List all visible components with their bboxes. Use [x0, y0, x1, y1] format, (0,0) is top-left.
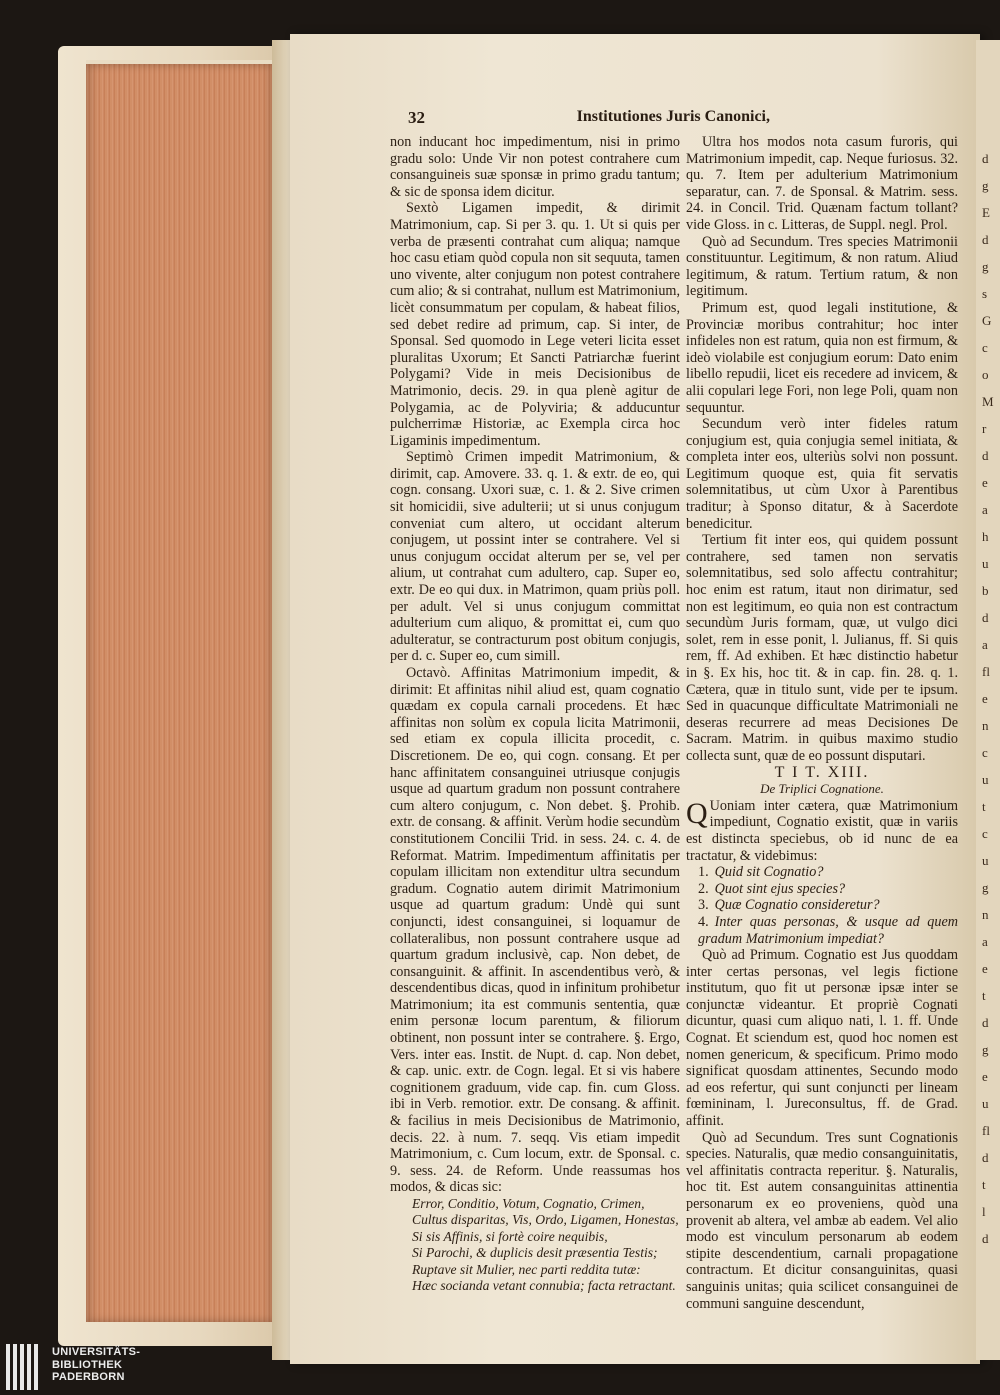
- page-number: 32: [408, 108, 425, 127]
- facing-page-fragment: o: [982, 367, 989, 382]
- facing-page-fragment: r: [982, 421, 987, 436]
- library-logo: [0, 1336, 140, 1394]
- facing-page-fragment: e: [982, 961, 988, 976]
- facing-page-fragment: g: [982, 1042, 989, 1057]
- facing-page-fragment: l: [982, 1204, 986, 1219]
- facing-page-fragment: d: [982, 610, 989, 625]
- facing-page-fragment: fl: [982, 664, 990, 679]
- facing-page-fragment: d: [982, 1231, 989, 1246]
- facing-page-fragment: n: [982, 907, 989, 922]
- paragraph-text: Uoniam inter cætera, quæ Matrimonium impediunt, Cognatio existit, quæ in variis est distincta speciebus, ob id nunc de ea tractatur, & videbimus:: [686, 797, 958, 864]
- paragraph: Quò ad Secundum. Tres species Matrimonii constituuntur. Legitimum, & non ratum. Aliud legitimum, & ratum. Tertium ratum, & non legitimum.: [686, 233, 958, 300]
- facing-page-fragment: g: [982, 178, 989, 193]
- facing-page-fragment: E: [982, 205, 990, 220]
- facing-page-fragment: u: [982, 853, 989, 868]
- paragraph: Primum est, quod legali institutione, & Provinciæ moribus contrahitur; hoc inter infideles non est ratum, quia non est firmum, & ideò violabile est conjugium eorum: Dato enim libello repudii, licet eis recedere ad invicem, & alii copulari lege Fori, non lege Poli, quam non sequuntur.: [686, 299, 958, 416]
- paragraph: Quò ad Primum. Cognatio est Jus quoddam inter certas personas, vel legis fictione institutum, quo fit ut personæ ipsæ inter se conjunctæ videantur. Et propriè Cognati dicuntur, quasi cum aliquo nati, l. 1. ff. Unde Cognat. Et sciendum est, quod hoc nomen est nomen genericum, & specificum. Primo modo significat quosdam attinentes, Secundo modo ad eos refertur, qui sunt conjuncti per lineam fœmininam, l. Jureconsultus, ff. de Grad. affinit.: [686, 947, 958, 1130]
- verse-line: Si sis Affinis, si fortè coire nequibis,: [412, 1228, 608, 1244]
- facing-page-fragment: s: [982, 286, 988, 301]
- facing-page-fragment: t: [982, 799, 986, 814]
- verse-line: Si Parochi, & duplicis desit præsentia Testis;: [412, 1245, 658, 1261]
- paragraph: non inducant hoc impedimentum, nisi in primo gradu solo: Unde Vir non potest contrahere cum consanguineis suæ sponsæ in primo gradu tantum; & sic de sponsa idem dicitur.: [390, 134, 680, 200]
- running-title: Institutiones Juris Canonici,: [576, 108, 770, 125]
- drop-cap: Q: [686, 796, 708, 830]
- facing-page-fragment: d: [982, 151, 989, 166]
- facing-page-fragment: g: [982, 259, 989, 274]
- section-title: T I T. XIII.: [774, 763, 870, 781]
- facing-page-fragment: c: [982, 826, 988, 841]
- facing-page-fragment: d: [982, 1150, 989, 1165]
- facing-page-fragment: b: [982, 583, 989, 598]
- facing-page-fragment: t: [982, 1177, 986, 1192]
- text-column-right: [686, 134, 958, 1312]
- verse-line: Hæc socianda vetant connubia; facta retractant.: [412, 1278, 676, 1294]
- question-item: 4. Inter quas personas, & usque ad quem gradum Matrimonium impediat?: [698, 913, 958, 947]
- paragraph: Ultra hos modos nota casum furoris, qui Matrimonium impedit, cap. Neque furiosus. 32. qu. 7. Item per adulterium Matrimonium separatur, can. 7. de Sponsal. & Matrim. sess. 24. in Concil. Trid. Quænam factum tollant? vide Gloss. in c. Litteras, de Suppl. negl. Prol.: [686, 134, 958, 233]
- facing-page-fragment: c: [982, 745, 988, 760]
- text-column-left: [390, 134, 680, 1294]
- verse-line: Cultus disparitas, Vis, Ordo, Ligamen, Honestas,: [412, 1212, 679, 1228]
- logo-mark-icon: [6, 1344, 41, 1395]
- logo-text: UNIVERSITÄTS- BIBLIOTHEK PADERBORN: [52, 1346, 141, 1383]
- facing-page-fragment: e: [982, 691, 988, 706]
- facing-page-fragment: M: [982, 394, 994, 409]
- paragraph: [686, 798, 958, 864]
- facing-page-fragment: a: [982, 934, 988, 949]
- paragraph: Tertium fit inter eos, qui quidem possunt contrahere, sed tamen non servatis solemnitatibus, sed solo affectu contrahitur; hoc enim est ratum, itaut non dirimatur, sed non est legitimum, eo quia non est contractum secundùm Juris formam, quæ, ut vulgo dici solet, rem in esse ponit, l. Julianus, ff. Si quis rem, ff. Ad exhiben. Et hæc distinctio habetur in §. Ex his, hoc tit. & in cap. fin. 28. q. 1. Cætera, quæ in titulo sunt, vide per te ipsum. Sed in quacunque difficultate Matrimoniali ne deseras recurrere ad meas Decisiones De Sacram. Matrim. in quibus maximo studio collecta sunt, quæ de eo possunt disputari.: [686, 532, 958, 764]
- facing-page-fragment: a: [982, 502, 988, 517]
- facing-page-fragment: g: [982, 880, 989, 895]
- paragraph: Septimò Crimen impedit Matrimonium, & dirimit, cap. Amovere. 33. q. 1. & extr. de eo, qui cogn. consang. Uxori suæ, c. 1. & 2. Sive crimen sit homicidii, sive adulterii; ut si unus conjugum conveniat cum altero, ut occidant alterum conjugem, ut possint inter se contrahere. Vel si unus conjugum occidat alterum per se, vel per alium, ut contrahat cum adultero, cap. Super eo, extr. De eo qui dux. in Matrimon, quam priùs poll. per adult. Vel si unus conjugum committat adulterium cum aliquo, & promittat ei, cum quo adulteratur, se contracturum post obitum conjugis, per d. c. Super eo, cum simill.: [390, 449, 680, 665]
- paragraph: Secundum verò inter fideles ratum conjugium est, quia conjugia semel initiata, & completa inter eos, ulteriùs solvi non possunt. Legitimum quoque est, quia fit servatis solemnitatibus, ut cùm Uxor à Parentibus traditur; à Sponso ditatur, & à Sacerdote benedicitur.: [686, 416, 958, 532]
- facing-page-fragment: h: [982, 529, 989, 544]
- facing-page-fragment: a: [982, 637, 988, 652]
- facing-page-fragment: t: [982, 988, 986, 1003]
- section-subtitle: De Triplici Cognatione.: [760, 781, 884, 797]
- facing-page-fragment: u: [982, 1096, 989, 1111]
- facing-page-fragment: G: [982, 313, 992, 328]
- facing-page-fragment: d: [982, 1015, 989, 1030]
- question-item: 1. Quid sit Cognatio?: [698, 864, 824, 881]
- facing-page-fragment: u: [982, 772, 989, 787]
- paragraph: Octavò. Affinitas Matrimonium impedit, & dirimit: Et affinitas nihil aliud est, quam cognatio quædam ex copula carnali procedens. Et hæc affinitas non solùm ex copula licita Matrimonii, sed etiam ex copula illicita procedit, c. Discretionem. De eo, qui cogn. consang. Et per hanc affinitatem consanguinei utriusque conjugis usque ad quartum gradum non possunt contrahere cum altero conjugum, c. Non debet. §. Prohib. extr. de consang. & affinit. Verùm hodie secundùm constitutionem Concilii Trid. in sess. 24. c. 4. de Reformat. Matrim. Impedimentum affinitatis per copulam illicitam non extenditur ultra secundum gradum. Cognatio autem dirimit Matrimonium usque ad quartum gradum: Undè qui sunt conjuncti, idest consanguinei, si loquamur de collateralibus, non possunt contrahere usque ad quartum gradum inclusivè, cap. Non debet, de consanguinit. & affinit. In ascendentibus verò, & descendentibus dicas, quod in infinitum prohibetur Matrimonium; ita est communis sententia, quæ enim personæ locum parentum, & filiorum obtinent, non possunt inter se contrahere. §. Ergo, Vers. inter eas. Instit. de Nupt. d. cap. Non debet, & cap. unic. extr. de Cogn. legal. Et si vis habere cognitionem graduum, vide cap. fin. cum Gloss. ibi in Verb. remotior. extr. De consang. & affinit. & facilius in meis Decisionibus de Matrimonio, decis. 22. à num. 7. seqq. Vis etiam impedit Matrimonium, c. Cum locum, extr. de Sponsal. c. 9. sess. 24. de Reform. Unde reassumas hos modos, & dicas sic:: [390, 665, 680, 1196]
- verse-line: Error, Conditio, Votum, Cognatio, Crimen,: [412, 1196, 645, 1211]
- paragraph: Quò ad Secundum. Tres sunt Cognationis species. Naturalis, quæ medio consanguinitatis, vel affinitatis contracta reperitur. §. Naturalis, hoc tit. Est autem consanguinitas attinentia personarum ex eo proveniens, quòd una provenit ab altera, vel ambæ ab eadem. Vel alio modo est vinculum personarum ab eodem stipite descendentium, carnali propagatione contractum. Et dicitur consanguinitas, quasi sanguinis unitas; quia scilicet consanguinei de communi sanguine descendunt,: [686, 1129, 958, 1312]
- facing-page-fragment: e: [982, 475, 988, 490]
- question-item: 2. Quot sint ejus species?: [698, 880, 846, 897]
- facing-page-fragment: u: [982, 556, 989, 571]
- page-header: [408, 108, 770, 130]
- question-item: 3. Quæ Cognatio consideretur?: [698, 897, 880, 914]
- page-edges: [86, 64, 276, 1322]
- facing-page-fragment: e: [982, 1069, 988, 1084]
- facing-page-fragment: d: [982, 448, 989, 463]
- facing-page-sliver: [976, 40, 1000, 1360]
- facing-page-fragment: fl: [982, 1123, 990, 1138]
- paragraph: Sextò Ligamen impedit, & dirimit Matrimonium, cap. Si per 3. qu. 1. Ut si quis per verba de præsenti contrahat cum aliqua; namque hoc casu etiam quòd copula non sit sequuta, tamen uno vivente, alter conjugum non potest contrahere cum alio; & si contrahat, nullum est Matrimonium, licèt consummatum per copulam, & habeat filios, sed debet redire ad primum, cap. Si inter, de Sponsal. Sed quomodo in Lege veteri licita esset pluralitas Uxorum; Et Sancti Patriarchæ fuerint Polygami? Vide in meis Decisionibus de Matrimonio, decis. 29. in qua plenè agitur de Polygamia, ac de Polyviria; & adducuntur pulcherrimæ Historiæ, ac Exempla circa hoc Ligaminis impedimentum.: [390, 200, 680, 449]
- verse-line: Ruptave sit Mulier, nec parti reddita tutæ:: [412, 1261, 641, 1277]
- facing-page-fragment: n: [982, 718, 989, 733]
- facing-page-fragment: d: [982, 232, 989, 247]
- facing-page-fragment: c: [982, 340, 988, 355]
